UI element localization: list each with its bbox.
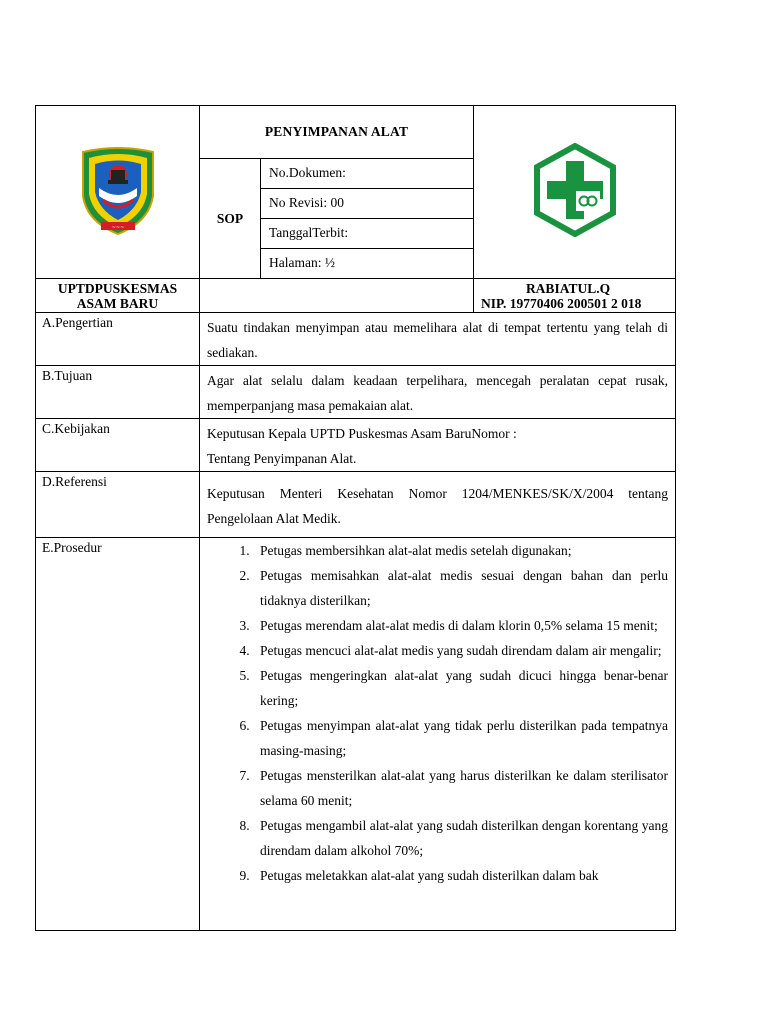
- procedure-steps: [207, 538, 668, 888]
- signer-block: [474, 279, 676, 313]
- no-revisi: No Revisi: 00: [261, 189, 474, 219]
- sop-label: SOP: [200, 159, 261, 279]
- no-dokumen: No.Dokumen:: [261, 159, 474, 189]
- content-prosedur: [200, 538, 676, 931]
- procedure-step-4: 4. Petugas mencuci alat-alat medis yang sudah direndam dalam air mengalir;: [253, 638, 668, 663]
- halaman: Halaman: ½: [261, 249, 474, 279]
- procedure-step-6: 6. Petugas menyimpan alat-alat yang tidak perlu disterilkan pada tempatnya masing-masing;: [253, 713, 668, 763]
- label-referensi: D.Referensi: [36, 472, 200, 538]
- label-prosedur: E.Prosedur: [36, 538, 200, 931]
- sop-document: [35, 105, 675, 923]
- content-referensi: [200, 472, 676, 538]
- right-logo-cell: [474, 106, 676, 279]
- svg-text:~~~: ~~~: [111, 225, 124, 231]
- procedure-step-2: 2. Petugas memisahkan alat-alat medis sesuai dengan bahan dan perlu tidaknya disterilkan;: [253, 563, 668, 613]
- referensi-text: Keputusan Menteri Kesehatan Nomor 1204/MENKES/SK/X/2004 tentang Pengelolaan Alat Medik.: [207, 486, 669, 526]
- organization-line-2: ASAM BARU: [76, 296, 159, 311]
- document-title: PENYIMPANAN ALAT: [200, 106, 474, 159]
- content-pengertian: Suatu tindakan menyimpan atau memelihara alat di tempat tertentu yang telah di sediakan.: [200, 313, 676, 366]
- regional-government-crest-icon: [79, 144, 157, 236]
- label-kebijakan: C.Kebijakan: [36, 419, 200, 472]
- procedure-step-8: 8. Petugas mengambil alat-alat yang sudah disterilkan dengan korentang yang direndam dalam alkohol 70%;: [253, 813, 668, 863]
- procedure-step-3: 3. Petugas merendam alat-alat medis di dalam klorin 0,5% selama 15 menit;: [253, 613, 668, 638]
- signer-name: RABIATUL.Q: [525, 281, 611, 296]
- kebijakan-line-1: Keputusan Kepala UPTD Puskesmas Asam BaruNomor :: [207, 426, 517, 441]
- left-logo-cell: [36, 106, 200, 279]
- content-tujuan: Agar alat selalu dalam keadaan terpelihara, mencegah peralatan cepat rusak, memperpanjang masa pemakaian alat.: [200, 366, 676, 419]
- label-tujuan: B.Tujuan: [36, 366, 200, 419]
- label-pengertian: A.Pengertian: [36, 313, 200, 366]
- procedure-step-1: 1. Petugas membersihkan alat-alat medis setelah digunakan;: [253, 538, 668, 563]
- procedure-step-7: 7. Petugas mensterilkan alat-alat yang harus disterilkan ke dalam sterilisator selama 60 menit;: [253, 763, 668, 813]
- tanggal-terbit: TanggalTerbit:: [261, 219, 474, 249]
- kebijakan-line-2: Tentang Penyimpanan Alat.: [207, 451, 357, 466]
- puskesmas-cross-hexagon-icon: [534, 143, 616, 237]
- organization-line-1: UPTDPUSKESMAS: [57, 281, 178, 296]
- sop-table: [35, 105, 676, 931]
- procedure-step-5: 5. Petugas mengeringkan alat-alat yang sudah dicuci hingga benar-benar kering;: [253, 663, 668, 713]
- content-kebijakan: [200, 419, 676, 472]
- organization-name: [36, 279, 200, 313]
- blank-cell: [200, 279, 474, 313]
- signer-nip: NIP. 19770406 200501 2 018: [481, 296, 642, 311]
- procedure-step-9: 9. Petugas meletakkan alat-alat yang sudah disterilkan dalam bak: [253, 863, 668, 888]
